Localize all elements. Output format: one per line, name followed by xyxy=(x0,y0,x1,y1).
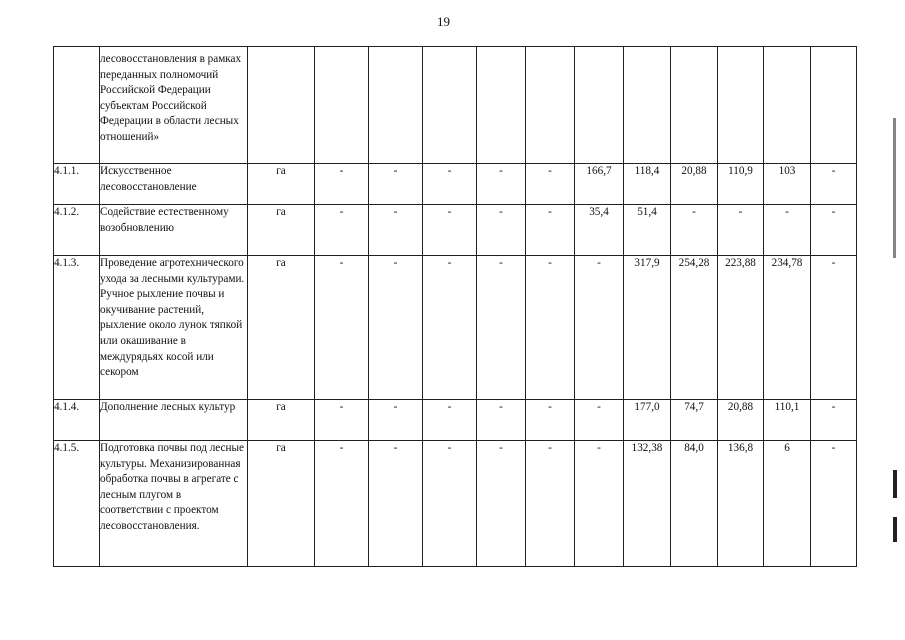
value-cell: - xyxy=(811,256,857,400)
value-cell: - xyxy=(423,400,477,441)
value-cell: 103 xyxy=(764,164,811,205)
value-cell: - xyxy=(477,256,526,400)
value-cell xyxy=(575,47,624,164)
row-name-cell: Содействие естественному возобновлению xyxy=(100,205,248,256)
value-cell: - xyxy=(369,205,423,256)
value-cell: - xyxy=(811,441,857,567)
value-cell: - xyxy=(575,400,624,441)
value-cell: 223,88 xyxy=(718,256,764,400)
value-cell xyxy=(369,47,423,164)
value-cell: 20,88 xyxy=(671,164,718,205)
value-cell: - xyxy=(477,400,526,441)
value-cell: - xyxy=(315,205,369,256)
value-cell: 254,28 xyxy=(671,256,718,400)
value-cell: - xyxy=(315,441,369,567)
value-cell: - xyxy=(423,256,477,400)
value-cell: 110,1 xyxy=(764,400,811,441)
value-cell: - xyxy=(671,205,718,256)
scan-artifact-mark xyxy=(893,470,897,498)
value-cell: 84,0 xyxy=(671,441,718,567)
unit-cell: га xyxy=(248,205,315,256)
row-name-cell: Подготовка почвы под лесные культуры. Механизированная обработка почвы в агрегате с лесным плугом в соответствии с проектом лесовосстановления. xyxy=(100,441,248,567)
value-cell: - xyxy=(526,256,575,400)
value-cell: 118,4 xyxy=(624,164,671,205)
value-cell: 177,0 xyxy=(624,400,671,441)
value-cell: 234,78 xyxy=(764,256,811,400)
value-cell: - xyxy=(718,205,764,256)
row-name-cell: Проведение агротехнического ухода за лесными культурами. Ручное рыхление почвы и окучивание растений, рыхление около лунок тяпкой или окашивание в междурядьях косой или секором xyxy=(100,256,248,400)
value-cell: - xyxy=(811,205,857,256)
row-number-cell: 4.1.5. xyxy=(54,441,100,567)
value-cell: - xyxy=(423,164,477,205)
page-number: 19 xyxy=(437,14,450,29)
value-cell: 166,7 xyxy=(575,164,624,205)
table-row xyxy=(54,205,857,256)
value-cell: - xyxy=(811,164,857,205)
value-cell: - xyxy=(369,256,423,400)
value-cell: - xyxy=(477,441,526,567)
unit-cell: га xyxy=(248,400,315,441)
value-cell xyxy=(624,47,671,164)
value-cell: - xyxy=(811,400,857,441)
value-cell: - xyxy=(526,400,575,441)
value-cell: - xyxy=(315,256,369,400)
unit-cell xyxy=(248,47,315,164)
value-cell: 35,4 xyxy=(575,205,624,256)
value-cell: 136,8 xyxy=(718,441,764,567)
row-name-cell: Искусственное лесовосстановление xyxy=(100,164,248,205)
unit-cell: га xyxy=(248,256,315,400)
value-cell: - xyxy=(369,441,423,567)
value-cell xyxy=(477,47,526,164)
value-cell: 20,88 xyxy=(718,400,764,441)
value-cell: - xyxy=(526,205,575,256)
value-cell: - xyxy=(477,205,526,256)
value-cell xyxy=(811,47,857,164)
unit-cell: га xyxy=(248,441,315,567)
value-cell: 110,9 xyxy=(718,164,764,205)
scan-artifact-mark xyxy=(893,118,896,258)
table-row xyxy=(54,256,857,400)
value-cell: 74,7 xyxy=(671,400,718,441)
value-cell: - xyxy=(369,400,423,441)
value-cell: - xyxy=(526,164,575,205)
unit-cell: га xyxy=(248,164,315,205)
value-cell: 132,38 xyxy=(624,441,671,567)
value-cell: 317,9 xyxy=(624,256,671,400)
row-number-cell: 4.1.3. xyxy=(54,256,100,400)
value-cell: - xyxy=(764,205,811,256)
value-cell: - xyxy=(423,205,477,256)
value-cell xyxy=(423,47,477,164)
value-cell: - xyxy=(315,164,369,205)
table-row xyxy=(54,441,857,567)
value-cell xyxy=(671,47,718,164)
row-number-cell: 4.1.4. xyxy=(54,400,100,441)
scan-artifact-mark xyxy=(893,517,897,542)
value-cell: 6 xyxy=(764,441,811,567)
value-cell: - xyxy=(575,441,624,567)
row-name-cell: лесовосстановления в рамках переданных полномочий Российской Федерации субъектам Российской Федерации в области лесных отношений» xyxy=(100,47,248,164)
row-number-cell xyxy=(54,47,100,164)
value-cell: - xyxy=(526,441,575,567)
value-cell xyxy=(764,47,811,164)
table-row-continuation xyxy=(54,47,857,164)
value-cell: - xyxy=(477,164,526,205)
activity-table xyxy=(53,46,857,567)
row-number-cell: 4.1.1. xyxy=(54,164,100,205)
table-row xyxy=(54,400,857,441)
table-row xyxy=(54,164,857,205)
row-name-cell: Дополнение лесных культур xyxy=(100,400,248,441)
value-cell xyxy=(718,47,764,164)
value-cell: - xyxy=(423,441,477,567)
value-cell xyxy=(526,47,575,164)
value-cell xyxy=(315,47,369,164)
value-cell: 51,4 xyxy=(624,205,671,256)
row-number-cell: 4.1.2. xyxy=(54,205,100,256)
value-cell: - xyxy=(575,256,624,400)
value-cell: - xyxy=(369,164,423,205)
value-cell: - xyxy=(315,400,369,441)
